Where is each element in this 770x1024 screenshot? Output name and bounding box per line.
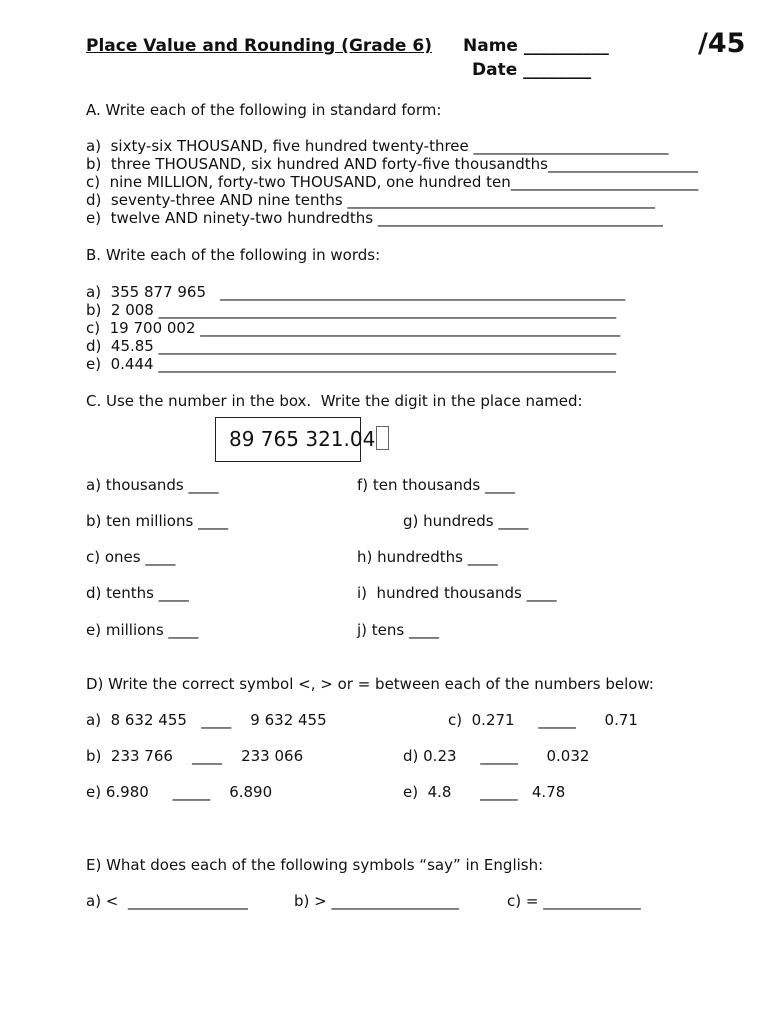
section-e-item: c) = _____________ <box>507 892 641 910</box>
section-c-item: c) ones ____ <box>86 548 176 566</box>
date-field: Date ________ <box>472 60 592 80</box>
section-a-item: e) twelve AND ninety-two hundredths ______________________________________ <box>86 209 663 227</box>
section-b-item: e) 0.444 _____________________________________________________________ <box>86 355 616 373</box>
name-field: Name __________ <box>463 36 609 56</box>
section-b-item: a) 355 877 965 ______________________________________________________ <box>86 283 626 301</box>
section-a-item: b) three THOUSAND, six hundred AND forty-five thousandths____________________ <box>86 155 698 173</box>
section-c-item: h) hundredths ____ <box>357 548 498 566</box>
section-b-item: b) 2 008 _____________________________________________________________ <box>86 301 617 319</box>
section-a-item: d) seventy-three AND nine tenths _________________________________________ <box>86 191 655 209</box>
section-b-heading: B. Write each of the following in words: <box>86 246 381 264</box>
section-c-item: i) hundred thousands ____ <box>357 584 557 602</box>
section-d-heading: D) Write the correct symbol <, > or = between each of the numbers below: <box>86 675 654 693</box>
section-c-item: a) thousands ____ <box>86 476 219 494</box>
section-d-item: d) 0.23 _____ 0.032 <box>403 747 590 765</box>
section-e-heading: E) What does each of the following symbols “say” in English: <box>86 856 544 874</box>
section-b-item: d) 45.85 _____________________________________________________________ <box>86 337 617 355</box>
section-d-item: b) 233 766 ____ 233 066 <box>86 747 304 765</box>
section-c-heading: C. Use the number in the box. Write the digit in the place named: <box>86 392 583 410</box>
worksheet-title: Place Value and Rounding (Grade 6) <box>86 36 432 56</box>
section-d-item: a) 8 632 455 ____ 9 632 455 <box>86 711 327 729</box>
section-e-item: a) < ________________ <box>86 892 248 910</box>
section-c-item: d) tenths ____ <box>86 584 189 602</box>
section-d-item: e) 4.8 _____ 4.78 <box>403 783 566 801</box>
section-a-item: c) nine MILLION, forty-two THOUSAND, one hundred ten_________________________ <box>86 173 699 191</box>
section-c-item: g) hundreds ____ <box>403 512 529 530</box>
section-b-item: c) 19 700 002 ________________________________________________________ <box>86 319 621 337</box>
section-e-item: b) > _________________ <box>294 892 459 910</box>
missing-glyph-icon <box>376 426 389 450</box>
section-c-item: j) tens ____ <box>357 621 439 639</box>
section-c-item: b) ten millions ____ <box>86 512 229 530</box>
section-a-heading: A. Write each of the following in standard form: <box>86 101 442 119</box>
section-d-item: c) 0.271 _____ 0.71 <box>448 711 638 729</box>
total-score: /45 <box>698 28 746 59</box>
section-c-item: f) ten thousands ____ <box>357 476 515 494</box>
section-a-item: a) sixty-six THOUSAND, five hundred twenty-three __________________________ <box>86 137 669 155</box>
section-d-item: e) 6.980 _____ 6.890 <box>86 783 273 801</box>
box-number: 89 765 321.04 <box>229 427 376 451</box>
section-c-item: e) millions ____ <box>86 621 199 639</box>
